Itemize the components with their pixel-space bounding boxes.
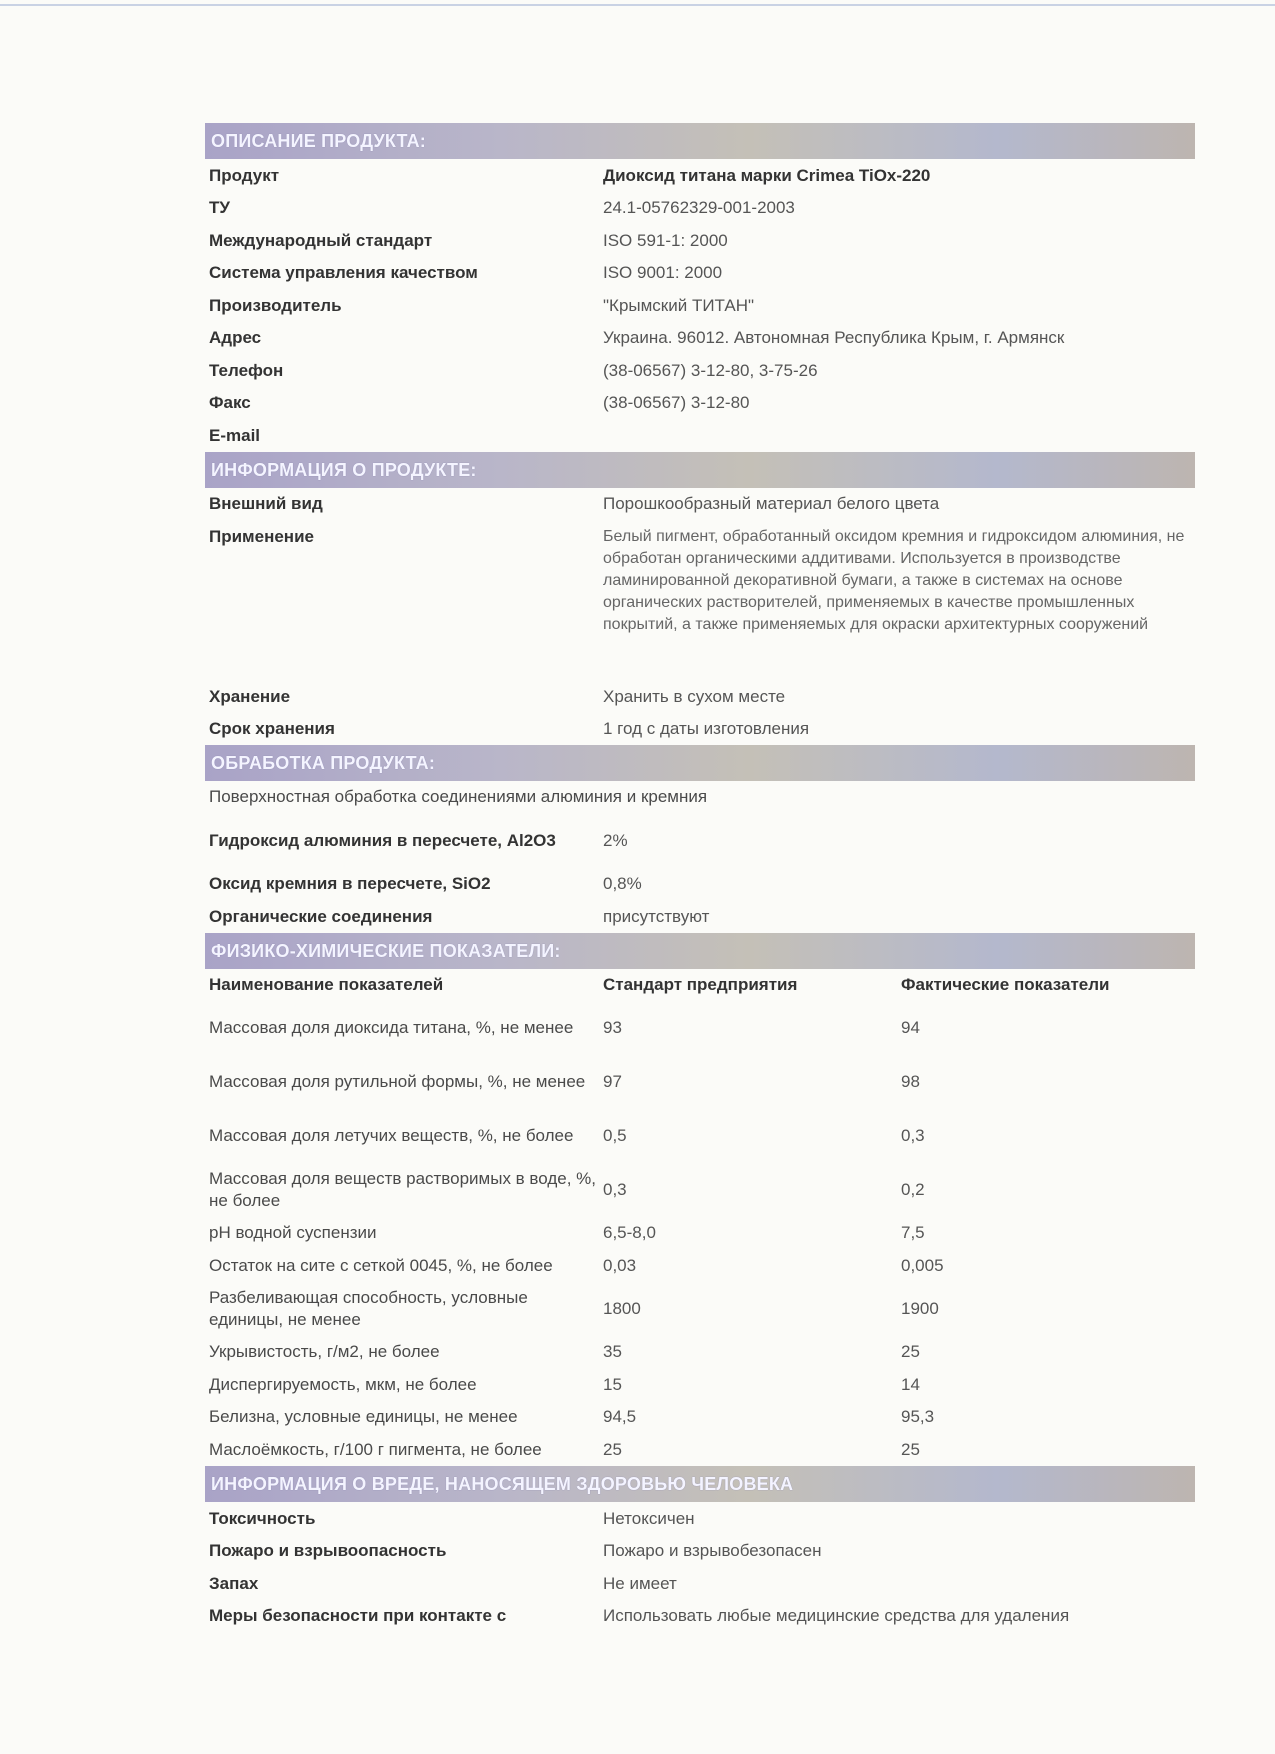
field-label: Гидроксид алюминия в пересчете, Al2O3 <box>209 831 556 850</box>
table-cell: Укрывистость, г/м2, не более <box>209 1342 440 1362</box>
table-cell: 15 <box>603 1374 622 1394</box>
field-value: Пожаро и взрывобезопасен <box>603 1541 822 1561</box>
list-item <box>205 257 1195 290</box>
table-cell: 1900 <box>901 1299 939 1318</box>
section-header-physchem: ФИЗИКО-ХИМИЧЕСКИЕ ПОКАЗАТЕЛИ: <box>205 933 1195 969</box>
table-cell: Диспергируемость, мкм, не более <box>209 1374 477 1394</box>
table-cell: 0,03 <box>603 1255 637 1275</box>
table-cell: 93 <box>603 1018 622 1037</box>
section-header-health: ИНФОРМАЦИЯ О ВРЕДЕ, НАНОСЯЩЕМ ЗДОРОВЬЮ ЧЕЛОВЕКА <box>205 1466 1195 1502</box>
scan-top-edge <box>0 4 1275 6</box>
list-item <box>205 1502 1195 1535</box>
product-info-list <box>205 488 1195 746</box>
list-item <box>205 814 1195 868</box>
table-cell: 14 <box>901 1374 920 1394</box>
field-label: Применение <box>209 527 314 546</box>
field-label: Запах <box>209 1573 259 1593</box>
table-row <box>205 1282 1195 1336</box>
table-cell: Белизна, условные единицы, не менее <box>209 1407 518 1427</box>
table-row <box>205 1369 1195 1402</box>
table-row <box>205 1217 1195 1250</box>
list-item <box>205 387 1195 420</box>
list-item <box>205 192 1195 225</box>
table-row <box>205 1055 1195 1109</box>
list-item <box>205 488 1195 521</box>
table-cell: 0,2 <box>901 1180 925 1199</box>
table-cell: Маслоёмкость, г/100 г пигмента, не более <box>209 1439 542 1459</box>
field-label: Телефон <box>209 360 284 380</box>
column-header: Стандарт предприятия <box>603 974 798 994</box>
table-cell: Массовая доля рутильной формы, %, не менее <box>209 1072 586 1091</box>
table-cell: 25 <box>901 1439 920 1459</box>
field-value: Украина. 96012. Автономная Республика Крым, г. Армянск <box>603 328 1065 348</box>
table-cell: 95,3 <box>901 1407 935 1427</box>
table-row <box>205 1401 1195 1434</box>
table-cell: 7,5 <box>901 1223 925 1243</box>
field-value: Белый пигмент, обработанный оксидом кремния и гидроксидом алюминия, не обработан органическими аддитивами. Используется в производстве ламинированной декоративной бумаги, а также в системах на основе органических растворителей, применяемых в качестве промышленных покрытий, а также применяемых для окраски архитектурных сооружений <box>603 528 1185 633</box>
field-label: Международный стандарт <box>209 230 433 250</box>
list-item <box>205 900 1195 933</box>
section-header-product-info: ИНФОРМАЦИЯ О ПРОДУКТЕ: <box>205 452 1195 488</box>
table-row <box>205 1336 1195 1369</box>
list-item <box>205 354 1195 387</box>
field-value: 24.1-05762329-001-2003 <box>603 198 795 218</box>
table-row <box>205 1434 1195 1467</box>
list-item <box>205 868 1195 901</box>
field-value: Не имеет <box>603 1573 677 1593</box>
field-label: Меры безопасности при контакте с <box>209 1606 507 1626</box>
field-label: Производитель <box>209 295 342 315</box>
field-label: ТУ <box>209 198 230 218</box>
treatment-list <box>205 781 1195 933</box>
physchem-table <box>205 969 1195 1467</box>
field-value: Нетоксичен <box>603 1508 695 1528</box>
field-value: Порошкообразный материал белого цвета <box>603 494 940 514</box>
table-cell: 94,5 <box>603 1407 637 1427</box>
table-cell: 6,5-8,0 <box>603 1223 656 1243</box>
product-description-list <box>205 159 1195 452</box>
list-item <box>205 1535 1195 1568</box>
field-value: 1 год с даты изготовления <box>603 719 810 739</box>
field-value: Хранить в сухом месте <box>603 686 786 706</box>
table-row <box>205 1250 1195 1283</box>
field-value: (38-06567) 3-12-80 <box>603 393 750 413</box>
table-cell: 0,005 <box>901 1255 944 1275</box>
list-item <box>205 289 1195 322</box>
table-row <box>205 1001 1195 1055</box>
field-label: Срок хранения <box>209 719 335 739</box>
table-cell: 1800 <box>603 1299 641 1318</box>
list-item <box>205 159 1195 192</box>
field-value: 0,8% <box>603 874 642 894</box>
field-label: Органические соединения <box>209 906 433 926</box>
table-cell: 35 <box>603 1342 622 1362</box>
list-item <box>205 322 1195 355</box>
table-cell: 98 <box>901 1072 920 1091</box>
health-list <box>205 1502 1195 1632</box>
product-datasheet <box>205 123 1195 1632</box>
field-label: Внешний вид <box>209 494 323 514</box>
field-label: Оксид кремния в пересчете, SiO2 <box>209 874 491 894</box>
list-item <box>205 680 1195 713</box>
table-row <box>205 1163 1195 1217</box>
table-cell: 25 <box>603 1439 622 1459</box>
table-cell: 0,3 <box>603 1180 627 1199</box>
table-cell: pH водной суспензии <box>209 1223 377 1243</box>
table-cell: Массовая доля летучих веществ, %, не более <box>209 1126 574 1145</box>
list-item <box>205 419 1195 452</box>
field-value: "Крымский ТИТАН" <box>603 295 755 315</box>
table-header-row <box>205 969 1195 1002</box>
field-value: ISO 591-1: 2000 <box>603 230 728 250</box>
field-label: Хранение <box>209 686 291 706</box>
field-value: 2% <box>603 831 628 850</box>
field-value: (38-06567) 3-12-80, 3-75-26 <box>603 360 818 380</box>
table-cell: 0,5 <box>603 1126 627 1145</box>
field-label: Пожаро и взрывоопасность <box>209 1541 447 1561</box>
treatment-intro: Поверхностная обработка соединениями алюминия и кремния <box>209 787 708 806</box>
list-item <box>205 1567 1195 1600</box>
table-cell: 0,3 <box>901 1126 925 1145</box>
table-row <box>205 1109 1195 1163</box>
field-label: Система управления качеством <box>209 263 478 283</box>
section-header-product-description: ОПИСАНИЕ ПРОДУКТА: <box>205 123 1195 159</box>
list-item <box>205 520 1195 680</box>
field-value: присутствуют <box>603 906 710 926</box>
field-value: Диоксид титана марки Crimea TiOx-220 <box>603 165 931 185</box>
table-cell: Массовая доля диоксида титана, %, не менее <box>209 1018 574 1037</box>
table-cell: Массовая доля веществ растворимых в воде, %, не более <box>209 1169 597 1210</box>
list-item <box>205 224 1195 257</box>
field-value: ISO 9001: 2000 <box>603 263 723 283</box>
field-label: E-mail <box>209 425 261 445</box>
column-header: Наименование показателей <box>209 974 444 994</box>
table-cell: 25 <box>901 1342 920 1362</box>
field-label: Токсичность <box>209 1508 316 1528</box>
list-item <box>205 1600 1195 1633</box>
table-cell: Разбеливающая способность, условные единицы, не менее <box>209 1288 528 1329</box>
table-cell: Остаток на сите с сеткой 0045, %, не более <box>209 1255 553 1275</box>
table-cell: 94 <box>901 1018 920 1037</box>
field-label: Адрес <box>209 328 262 348</box>
table-cell: 97 <box>603 1072 622 1091</box>
list-item <box>205 713 1195 746</box>
section-header-treatment: ОБРАБОТКА ПРОДУКТА: <box>205 745 1195 781</box>
field-label: Продукт <box>209 165 280 185</box>
field-value: Использовать любые медицинские средства для удаления <box>603 1606 1070 1626</box>
column-header: Фактические показатели <box>901 974 1110 994</box>
field-label: Факс <box>209 393 251 413</box>
